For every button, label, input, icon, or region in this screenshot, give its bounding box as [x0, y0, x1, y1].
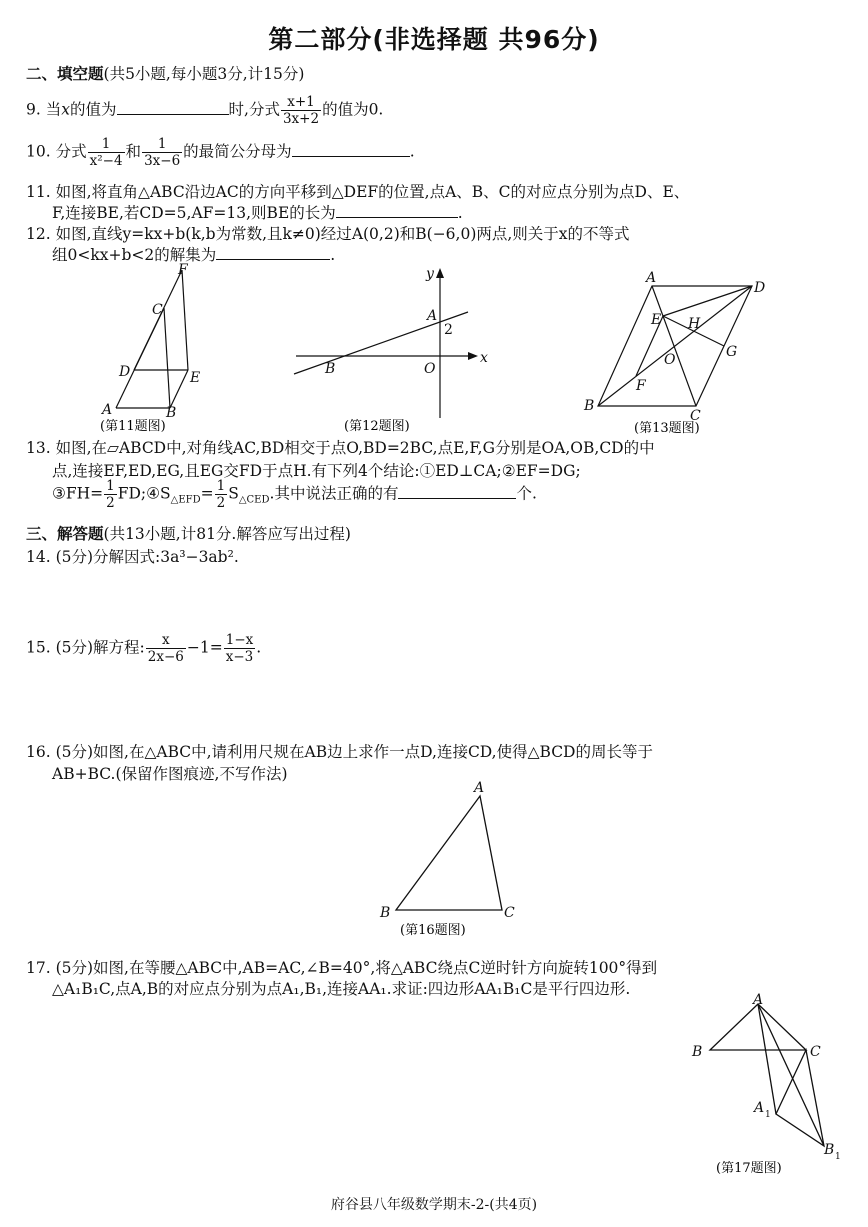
answer-blank[interactable] [117, 100, 229, 115]
section-note: (共5小题,每小题3分,计15分) [103, 65, 305, 83]
label-c: C [690, 408, 701, 424]
label-o: O [424, 361, 436, 377]
question-13 [26, 436, 655, 458]
figure-caption: (第13题图) [634, 421, 700, 436]
text: 和 [125, 142, 142, 161]
numerator: 1 [142, 136, 182, 153]
text: 分式 [55, 142, 87, 161]
text: . [330, 246, 336, 264]
question-number: 15. [26, 638, 51, 657]
text: 的值为0. [322, 100, 384, 119]
label-c: C [504, 905, 515, 921]
segment-ed [663, 286, 752, 316]
label-e: E [190, 370, 201, 386]
denominator: 3x−6 [144, 153, 181, 169]
text: FD;④S [117, 484, 171, 503]
label-a1-subscript: 1 [765, 1110, 771, 1120]
segment-fe [182, 270, 188, 370]
label-a1: A [754, 1100, 765, 1116]
question-15 [26, 632, 261, 665]
label-o: O [664, 352, 676, 368]
text: 如图,直线y=kx+b(k,b为常数,且k≠0)经过A(0,2)和B(−6,0)两点,则关于x的不等式 [55, 225, 630, 243]
label-b: B [166, 405, 177, 421]
figure-caption: (第16题图) [400, 923, 466, 938]
label-b1-subscript: 1 [835, 1152, 841, 1162]
fraction [146, 632, 186, 665]
text: ③FH= [52, 484, 104, 503]
question-number: 16. [26, 743, 51, 761]
label-a: A [646, 270, 657, 286]
section-note: (共13小题,计81分.解答应写出过程) [103, 525, 351, 543]
text: (5分)解方程: [55, 638, 145, 657]
text: = [200, 484, 214, 503]
label-b: B [325, 361, 336, 377]
denominator: 2x−6 [147, 649, 184, 665]
text: S [228, 484, 239, 503]
section-title: 三、解答题 [26, 525, 104, 543]
numerator: 1 [88, 136, 125, 153]
question-16 [26, 740, 653, 762]
x-arrow [468, 352, 478, 360]
denominator: 2 [106, 495, 115, 511]
denominator: 2 [216, 495, 226, 511]
y-arrow [436, 268, 444, 278]
question-11-line2 [52, 201, 463, 223]
segment-be [170, 370, 188, 408]
text: 当 [45, 100, 62, 119]
question-number: 17. [26, 959, 51, 977]
segment-cb [164, 308, 170, 408]
question-14 [26, 545, 239, 567]
figure-16 [370, 776, 530, 946]
figures-row [0, 258, 868, 440]
figure-caption: (第12题图) [344, 419, 410, 434]
label-x: x [480, 350, 488, 366]
fraction-half [104, 478, 117, 511]
question-number: 14. [26, 548, 51, 566]
numerator: 1 [216, 478, 226, 494]
label-c: C [152, 302, 163, 318]
question-12 [26, 222, 630, 244]
text: F,连接BE,若CD=5,AF=13,则BE的长为 [52, 204, 336, 222]
text: AB+BC.(保留作图痕迹,不写作法) [52, 765, 288, 783]
fraction [142, 136, 182, 169]
section-title: 二、填空题 [26, 65, 104, 83]
numerator: 1 [106, 478, 115, 494]
text: (5分)如图,在等腰△ABC中,AB=AC,∠B=40°,将△ABC绕点C逆时针方向旋转100°得到 [55, 959, 658, 977]
question-17-line2 [52, 977, 630, 999]
segment-aa1 [758, 1004, 776, 1114]
variable: x [61, 100, 70, 119]
text: .其中说法正确的有 [269, 484, 399, 503]
denominator: x−3 [225, 649, 254, 665]
question-17 [26, 956, 657, 978]
question-11 [26, 180, 689, 202]
text: (5分)如图,在△ABC中,请利用尺规在AB边上求作一点D,连接CD,使得△BCD的周长等于 [55, 743, 653, 761]
figure-caption: (第17题图) [716, 1161, 782, 1176]
label-b1: B [824, 1142, 835, 1158]
denominator: x²−4 [89, 153, 123, 169]
text: △A₁B₁C,点A,B的对应点分别为点A₁,B₁,连接AA₁.求证:四边形AA₁B₁C是平行四边形. [52, 980, 631, 998]
label-b: B [692, 1044, 703, 1060]
text: 如图,在▱ABCD中,对角线AC,BD相交于点O,BD=2BC,点E,F,G分别是OA,OB,CD的中 [55, 439, 655, 457]
label-b: B [380, 905, 391, 921]
label-h: H [688, 316, 701, 332]
text: 的最简公分母为 [183, 142, 292, 161]
text: 组0<kx+b<2的解集为 [52, 246, 217, 264]
subscript: △CED [238, 494, 270, 506]
fraction [281, 94, 321, 127]
label-a: A [753, 992, 764, 1008]
label-d: D [754, 280, 766, 296]
label-b: B [584, 398, 595, 414]
label-y: y [426, 266, 434, 282]
label-g: G [726, 344, 738, 360]
fraction [88, 136, 125, 169]
question-16-line2 [52, 762, 288, 784]
question-number: 9. [26, 100, 41, 119]
fraction-half [215, 478, 228, 511]
figure-17 [680, 990, 850, 1180]
figure-caption: (第11题图) [100, 419, 166, 434]
section-heading-fill-in [26, 62, 304, 84]
question-10 [26, 136, 415, 169]
label-d: D [119, 364, 131, 380]
label-f: F [178, 262, 188, 278]
question-9 [26, 94, 383, 127]
answer-blank[interactable] [398, 484, 516, 499]
text: 时,分式 [228, 100, 280, 119]
text: . [256, 638, 262, 657]
question-number: 10. [26, 142, 51, 161]
numerator: x+1 [281, 94, 321, 111]
triangle-abc [396, 796, 502, 910]
question-number: 12. [26, 225, 51, 243]
label-a: A [102, 402, 113, 418]
label-a: A [474, 780, 485, 796]
denominator: 3x+2 [282, 111, 320, 127]
diagonal-ac [652, 286, 696, 406]
question-13-line3 [52, 478, 537, 511]
label-e: E [651, 312, 662, 328]
question-number: 11. [26, 183, 51, 201]
text: . [409, 142, 415, 161]
page-title: 第二部分(非选择题 共96分) [268, 25, 600, 54]
figure-12 [294, 270, 476, 418]
question-number: 13. [26, 439, 51, 457]
numerator: x [146, 632, 186, 649]
segment-df [134, 270, 182, 370]
text: 的值为 [70, 100, 117, 119]
page-footer: 府谷县八年级数学期末-2-(共4页) [330, 1197, 538, 1213]
numerator: 1−x [225, 632, 254, 648]
figure-11 [116, 270, 188, 408]
fraction [224, 632, 256, 665]
line-ab [294, 312, 468, 374]
text: 点,连接EF,ED,EG,且EG交FD于点H.有下列4个结论:①ED⊥CA;②EF=DG; [52, 462, 581, 480]
label-a: A [427, 308, 438, 324]
answer-blank[interactable] [292, 142, 410, 157]
triangle-abc [710, 1004, 806, 1050]
text: (5分)分解因式:3a³−3ab². [55, 548, 239, 566]
subscript: △EFD [170, 494, 201, 506]
section-heading-solutions [26, 522, 351, 544]
text: . [457, 204, 463, 222]
label-c: C [810, 1044, 821, 1060]
label-f: F [636, 378, 646, 394]
answer-blank[interactable] [336, 203, 458, 218]
text: 个. [516, 484, 537, 503]
text: −1= [186, 638, 223, 657]
label-2: 2 [444, 322, 453, 338]
text: 如图,将直角△ABC沿边AC的方向平移到△DEF的位置,点A、B、C的对应点分别为点D、E、 [55, 183, 690, 201]
